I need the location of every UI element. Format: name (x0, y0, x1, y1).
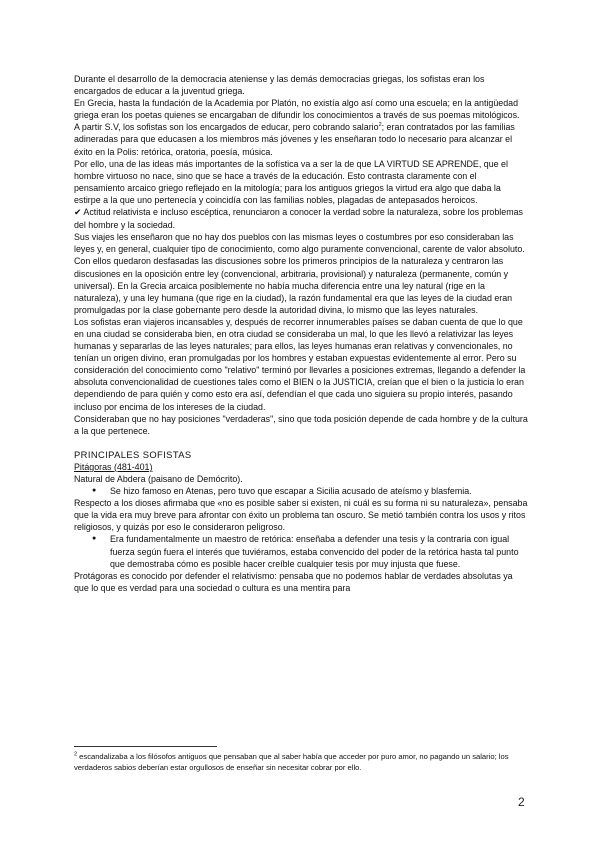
paragraph-posiciones: Consideraban que no hay posiciones "verdaderas", sino que toda posición depende de cada hombre y de la cultura a la que pertenece. (74, 413, 528, 436)
footnote-text: escandalizaba a los filósofos antiguos que pensaban que al saber había que acceder por puro amor, no pagando un salario; los verdaderos sabios deberían estar orgullosos de enseñar sin necesitar cobrar por ello. (74, 752, 509, 772)
paragraph-relativista (74, 206, 528, 231)
footnote (74, 752, 528, 773)
paragraph-democracia: Durante el desarrollo de la democracia ateniense y las demás democracias griegas, los sofistas eran los encargados de educar a la juventud griega. (74, 74, 485, 97)
bullet-item: ● Era fundamentalmente un maestro de retórica: enseñaba a defender una tesis y la contraria con igual fuerza según fuera el interés que tuviéramos, estaba convencido del poder de la retórica hasta tal punto que demostraba cómo es posible hacer creíble cualquier tesis por muy injusta que fuese. (100, 533, 528, 569)
page-body (74, 73, 528, 594)
paragraph-protagoras: Protágoras es conocido por defender el relativismo: pensaba que no podemos hablar de verdades absolutas ya que lo que es verdad para una sociedad o cultura es una mentira para (74, 570, 513, 593)
salario-text-b: ; eran contratados por las familias adineradas para que educasen a los miembros más jóvenes y les enseñaran todo lo necesario para alcanzar el éxito en la Polis: retórica, oratoria, poesía, música. (74, 122, 515, 157)
bullet-item: ● Se hizo famoso en Atenas, pero tuvo que escapar a Sicilia acusado de ateísmo y blasfemia. (100, 485, 528, 497)
bullet-list-1 (74, 485, 528, 497)
paragraph-viajeros: Los sofistas eran viajeros incansables y, después de recorrer innumerables países se daban cuenta de que lo que en una ciudad se consideraba bien, en otra ciudad se consideraba un mal, lo que les llevó a relativizar las leyes humanas y separarlas de las leyes naturales; para ellos, las leyes humanas eran relativas y convencionales, no tenían un origen divino, eran promulgadas por los hombres y estaban expuestas evidentemente al error. Pero su consideración del conocimiento como "relativo" terminó por llevarles a posiciones extremas, llegando a defender la absoluta convencionalidad de cuestiones tales como el BIEN o la JUSTICIA, creían que el bien o la justicia lo eran dependiendo de para quién y como esto era así, defendían el que cada uno siguiera su propio interés, pasando incluso por encima de los intereses de la ciudad. (74, 316, 526, 412)
paragraph-viajes: Sus viajes les enseñaron que no hay dos pueblos con las mismas leyes o costumbres por eso consideraban las leyes y, en general, cualquier tipo de conocimiento, como algo puramente convencional, carente de valor absoluto. (74, 232, 525, 255)
footnote-ref[interactable]: 2 (378, 122, 382, 129)
paragraph-virtud: Por ello, una de las ideas más importantes de la sofística va a ser la de que LA VIRTUD SE APRENDE, que el hombre virtuoso no nace, sino que se hace a través de la educación. Esto contrasta claramente con el pensamiento arcaico griego reflejado en la mitología; para los antiguos griegos la virtud era algo que daba la estirpe a la que uno pertenecía y coincidía con las familias nobles, plagadas de antepasados heroicos. (74, 158, 508, 205)
section-heading: PRINCIPALES SOFISTAS (74, 448, 192, 460)
page-number: 2 (518, 795, 525, 809)
bullet-list-2 (74, 533, 528, 569)
paragraph-salario (74, 121, 528, 157)
bullet-continuation: Respecto a los dioses afirmaba que «no es posible saber si existen, ni cuál es su forma ni su naturaleza», pensaba que la vida era muy breve para afrontar con éxito un problema tan oscuro. Se metió también contra los usos y ritos religiosos, y quizás por eso le consideraron peligroso. (74, 498, 528, 533)
checkmark-icon: ✔ (74, 208, 82, 219)
footnote-divider (74, 746, 217, 747)
section-subheading: Pitágoras (481-401) (74, 461, 153, 472)
salario-text-a: A partir S.V, los sofistas son los encargados de educar, pero cobrando salario (74, 122, 379, 133)
paragraph-grecia: En Grecia, hasta la fundación de la Academia por Platón, no existía algo así como una escuela; en la antigüedad griega eran los poetas quienes se encargaban de difundir los conocimientos a través de sus poemas mitológicos. (74, 98, 520, 121)
origin-line: Natural de Abdera (paisano de Demócrito). (74, 474, 243, 484)
footnote-number: 2 (74, 751, 78, 758)
paragraph-ley-naturaleza: Con ellos quedaron desfasadas las discusiones sobre los primeros principios de la naturaleza y centraron las discusiones en la oposición entre ley (convencional, arbitraria, provisional) y naturaleza (permanente, común y universal). En la Grecia arcaica posiblemente no había mucha diferencia entre una ley natural (rige en la naturaleza), y una ley humana (que rige en la ciudad), la razón fundamental era que las leyes de la ciudad eran promulgadas por la clase gobernante pero desde la autoridad divina, lo mismo que las leyes naturales. (74, 256, 513, 315)
relativista-text: Actitud relativista e incluso escéptica, renunciaron a conocer la verdad sobre la naturaleza, sobre los problemas del hombre y la sociedad. (74, 207, 523, 231)
